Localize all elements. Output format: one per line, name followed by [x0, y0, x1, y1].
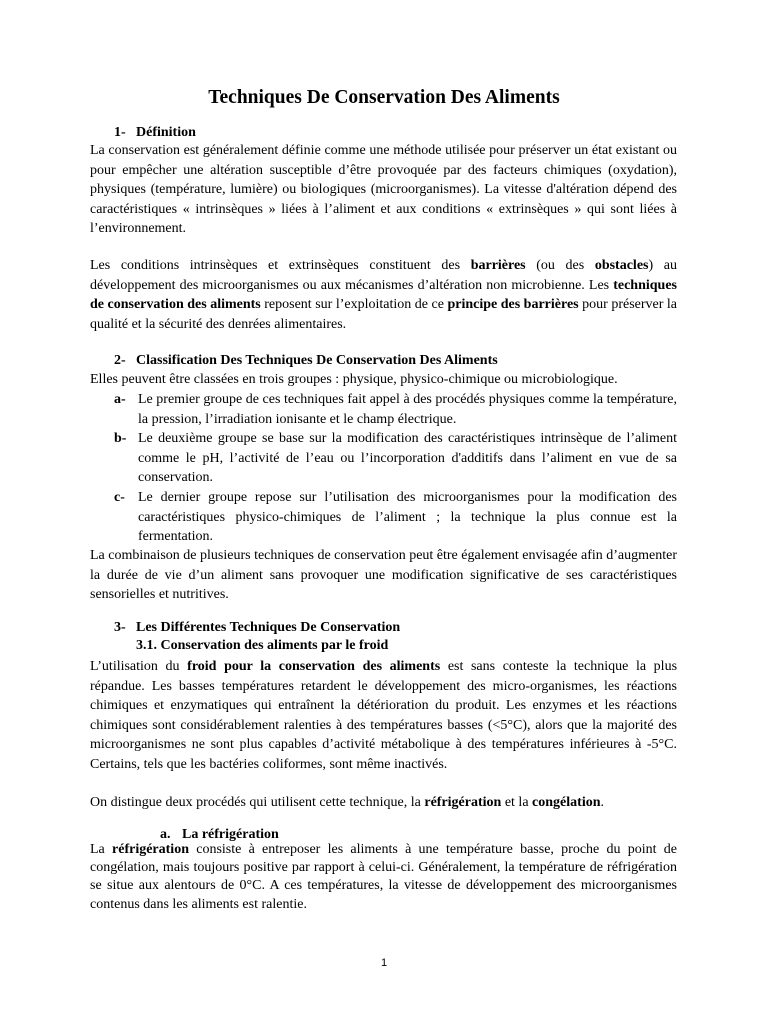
section-1-heading	[114, 124, 196, 142]
refrigeration-paragraph: La réfrigération consiste à entreposer les aliments à une température basse, proche du point de congélation, mais toujours positive par rapport à celui-ci. Généralement, la température de réfrigération se situe aux alentours de 0°C. A ces températures, la vitesse de développement des microorganismes contenus dans les aliments est ralentie.	[90, 842, 677, 912]
item-text: Le premier groupe de ces techniques fait appel à des procédés physiques comme la température, la pression, l’irradiation ionisante et le champ électrique.	[138, 392, 677, 427]
section-2-heading	[114, 352, 498, 370]
page-title: Techniques De Conservation Des Aliments	[208, 87, 560, 108]
classification-item-c	[90, 488, 677, 547]
subsection-a-title: La réfrigération	[182, 827, 279, 842]
section-3-heading	[114, 619, 400, 637]
subsection-a-label: a.	[160, 827, 171, 842]
section-3-title: Les Différentes Techniques De Conservation	[136, 620, 401, 635]
classification-intro: Elles peuvent être classées en trois groupes : physique, physico-chimique ou microbiologique.	[90, 372, 618, 387]
classification-item-b	[90, 429, 677, 488]
item-text: Le deuxième groupe se base sur la modification des caractéristiques intrinsèque de l’aliment comme le pH, l’activité de l’eau ou l’incorporation d'additifs dans l’aliment en vue de sa conservation.	[138, 431, 677, 486]
classification-item-a	[90, 390, 677, 429]
classification-conclusion: La combinaison de plusieurs techniques de conservation peut être également envisagée afin d’augmenter la durée de vie d’un aliment sans provoquer une modification significative de ses caractéristiques sensorielles et nutritives.	[90, 548, 678, 603]
section-3-number: 3-	[114, 620, 126, 635]
item-label: a-	[114, 392, 126, 407]
item-text: Le dernier groupe repose sur l’utilisation des microorganismes pour la modification des caractéristiques physico-chimiques de l’aliment ; la technique la plus connue est la fermentation.	[138, 490, 677, 545]
subsection-3-1-heading: 3.1. Conservation des aliments par le froid	[136, 638, 389, 653]
section-1-title: Définition	[136, 125, 196, 140]
definition-paragraph: La conservation est généralement définie comme une méthode utilisée pour préserver un état existant ou pour empêcher une altération susceptible d’être provoquée par des facteurs chimiques (oxydation), physiques (température, lumière) ou biologiques (microorganismes). La vitesse d'altération dépend des caractéristiques « intrinsèques » liées à l’aliment et aux conditions « extrinsèques » qui sont liées à l’environnement.	[90, 143, 677, 237]
section-2-number: 2-	[114, 353, 126, 368]
section-2-title: Classification Des Techniques De Conservation Des Aliments	[136, 353, 498, 368]
cold-paragraph: L’utilisation du froid pour la conservation des aliments est sans conteste la technique la plus répandue. Les basses températures retardent le développement des micro-organismes, les réactions chimiques et enzymatiques qui entraînent la détérioration du produit. Les enzymes et les réactions chimiques sont considérablement ralenties à des températures basses (<5°C), alors que la majorité des microorganismes ne sont plus capables d’activité métabolique à des températures inférieures à -5°C. Certains, tels que les bactéries coliformes, sont même inactivés.	[90, 659, 678, 772]
section-1-number: 1-	[114, 125, 126, 140]
item-label: b-	[114, 431, 127, 446]
item-label: c-	[114, 490, 125, 505]
two-processes-paragraph: On distingue deux procédés qui utilisent cette technique, la réfrigération et la congélation.	[90, 795, 604, 810]
barriers-paragraph: Les conditions intrinsèques et extrinsèques constituent des barrières (ou des obstacles) au développement des microorganismes ou aux mécanismes d’altération non microbienne. Les techniques de conservation des aliments reposent sur l’exploitation de ce principe des barrières pour préserver la qualité et la sécurité des denrées alimentaires.	[90, 258, 678, 332]
page-number: 1	[380, 957, 388, 969]
